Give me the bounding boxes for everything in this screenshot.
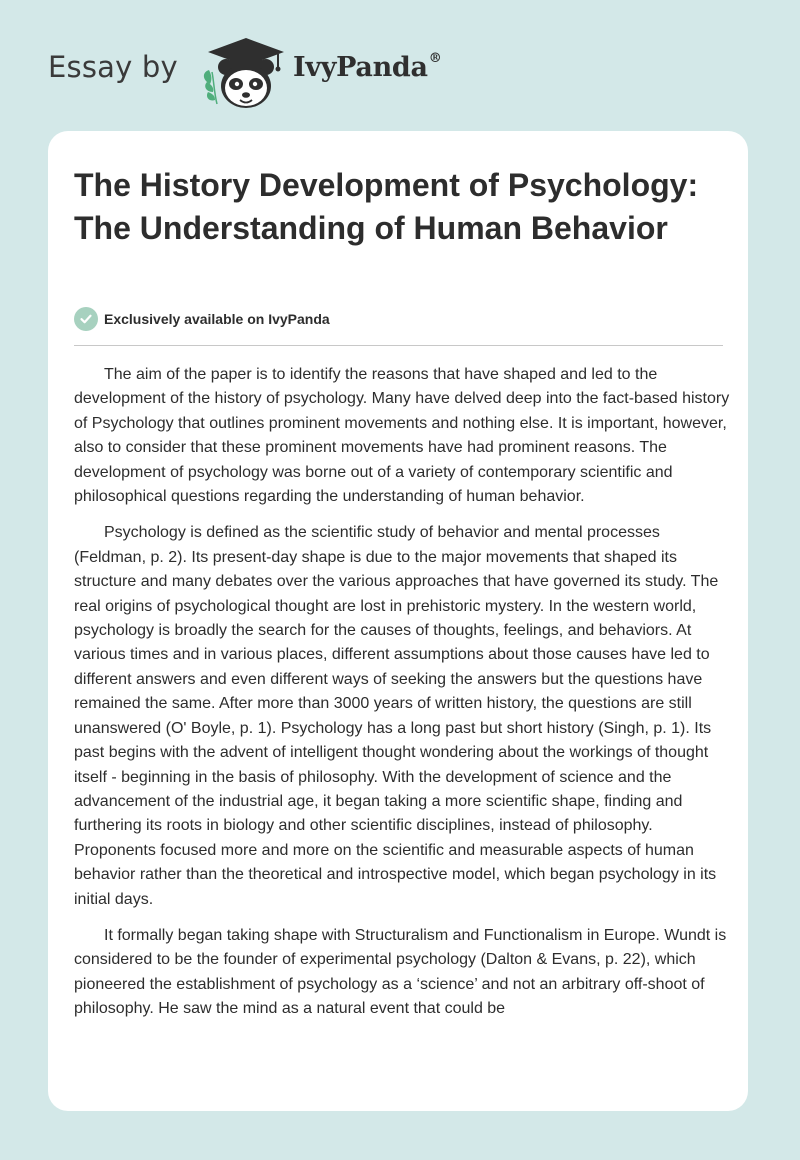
check-icon [74, 307, 98, 331]
exclusive-badge-label: Exclusively available on IvyPanda [104, 311, 330, 327]
essay-title: The History Development of Psychology: The Understanding of Human Behavior [74, 167, 699, 246]
paragraph: Psychology is defined as the scientific study of behavior and mental processes (Feldman, p. 2). Its present-day shape is due to the major movements that shaped its structure and many debates over the various approaches that have governed its study. The real origins of psychological thought are lost in prehistoric mystery. In the western world, psychology is broadly the search for the causes of thoughts, feelings, and behaviors. At various times and in various places, different assumptions about those causes have led to different answers and even different ways of seeking the answers but the questions have remained the same. After more than 3000 years of written history, the questions are still unanswered (O' Boyle, p. 1). Psychology has a long past but short history (Singh, p. 1). Its past begins with the advent of intelligent thought wondering about the workings of thought itself - beginning in the basis of philosophy. With the development of science and the advancement of the industrial age, it began taking a more scientific shape, finding and furthering its roots in biology and other scientific disciplines, instead of philosophy. Proponents focused more and more on the scientific and measurable aspects of human behavior rather than the theoretical and introspective model, which began psychology in its initial days. [74, 524, 719, 908]
panda-logo-icon[interactable] [200, 34, 288, 112]
exclusive-badge [74, 307, 330, 331]
essay-card [48, 131, 748, 1111]
divider [74, 345, 723, 346]
essay-by-label: Essay by [48, 50, 178, 84]
brand-name[interactable] [293, 52, 441, 83]
essay-body [74, 363, 734, 1034]
brand-name-text: IvyPanda [293, 52, 428, 83]
paragraph: It formally began taking shape with Structuralism and Functionalism in Europe. Wundt is considered to be the founder of experimental psychology (Dalton & Evans, p. 22), which pioneered the establishment of psychology as a ‘science’ and not an arbitrary off-shoot of philosophy. He saw the mind as a natural event that could be [74, 926, 727, 1018]
paragraph: The aim of the paper is to identify the reasons that have shaped and led to the development of the history of psychology. Many have delved deep into the fact-based history of Psychology that outlines prominent movements and nothing else. It is important, however, also to consider that these prominent movements have had prominent reasons. The development of psychology was borne out of a variety of contemporary scientific and philosophical questions regarding the understanding of human behavior. [74, 366, 730, 506]
site-header [0, 0, 800, 120]
registered-mark: ® [428, 51, 442, 66]
